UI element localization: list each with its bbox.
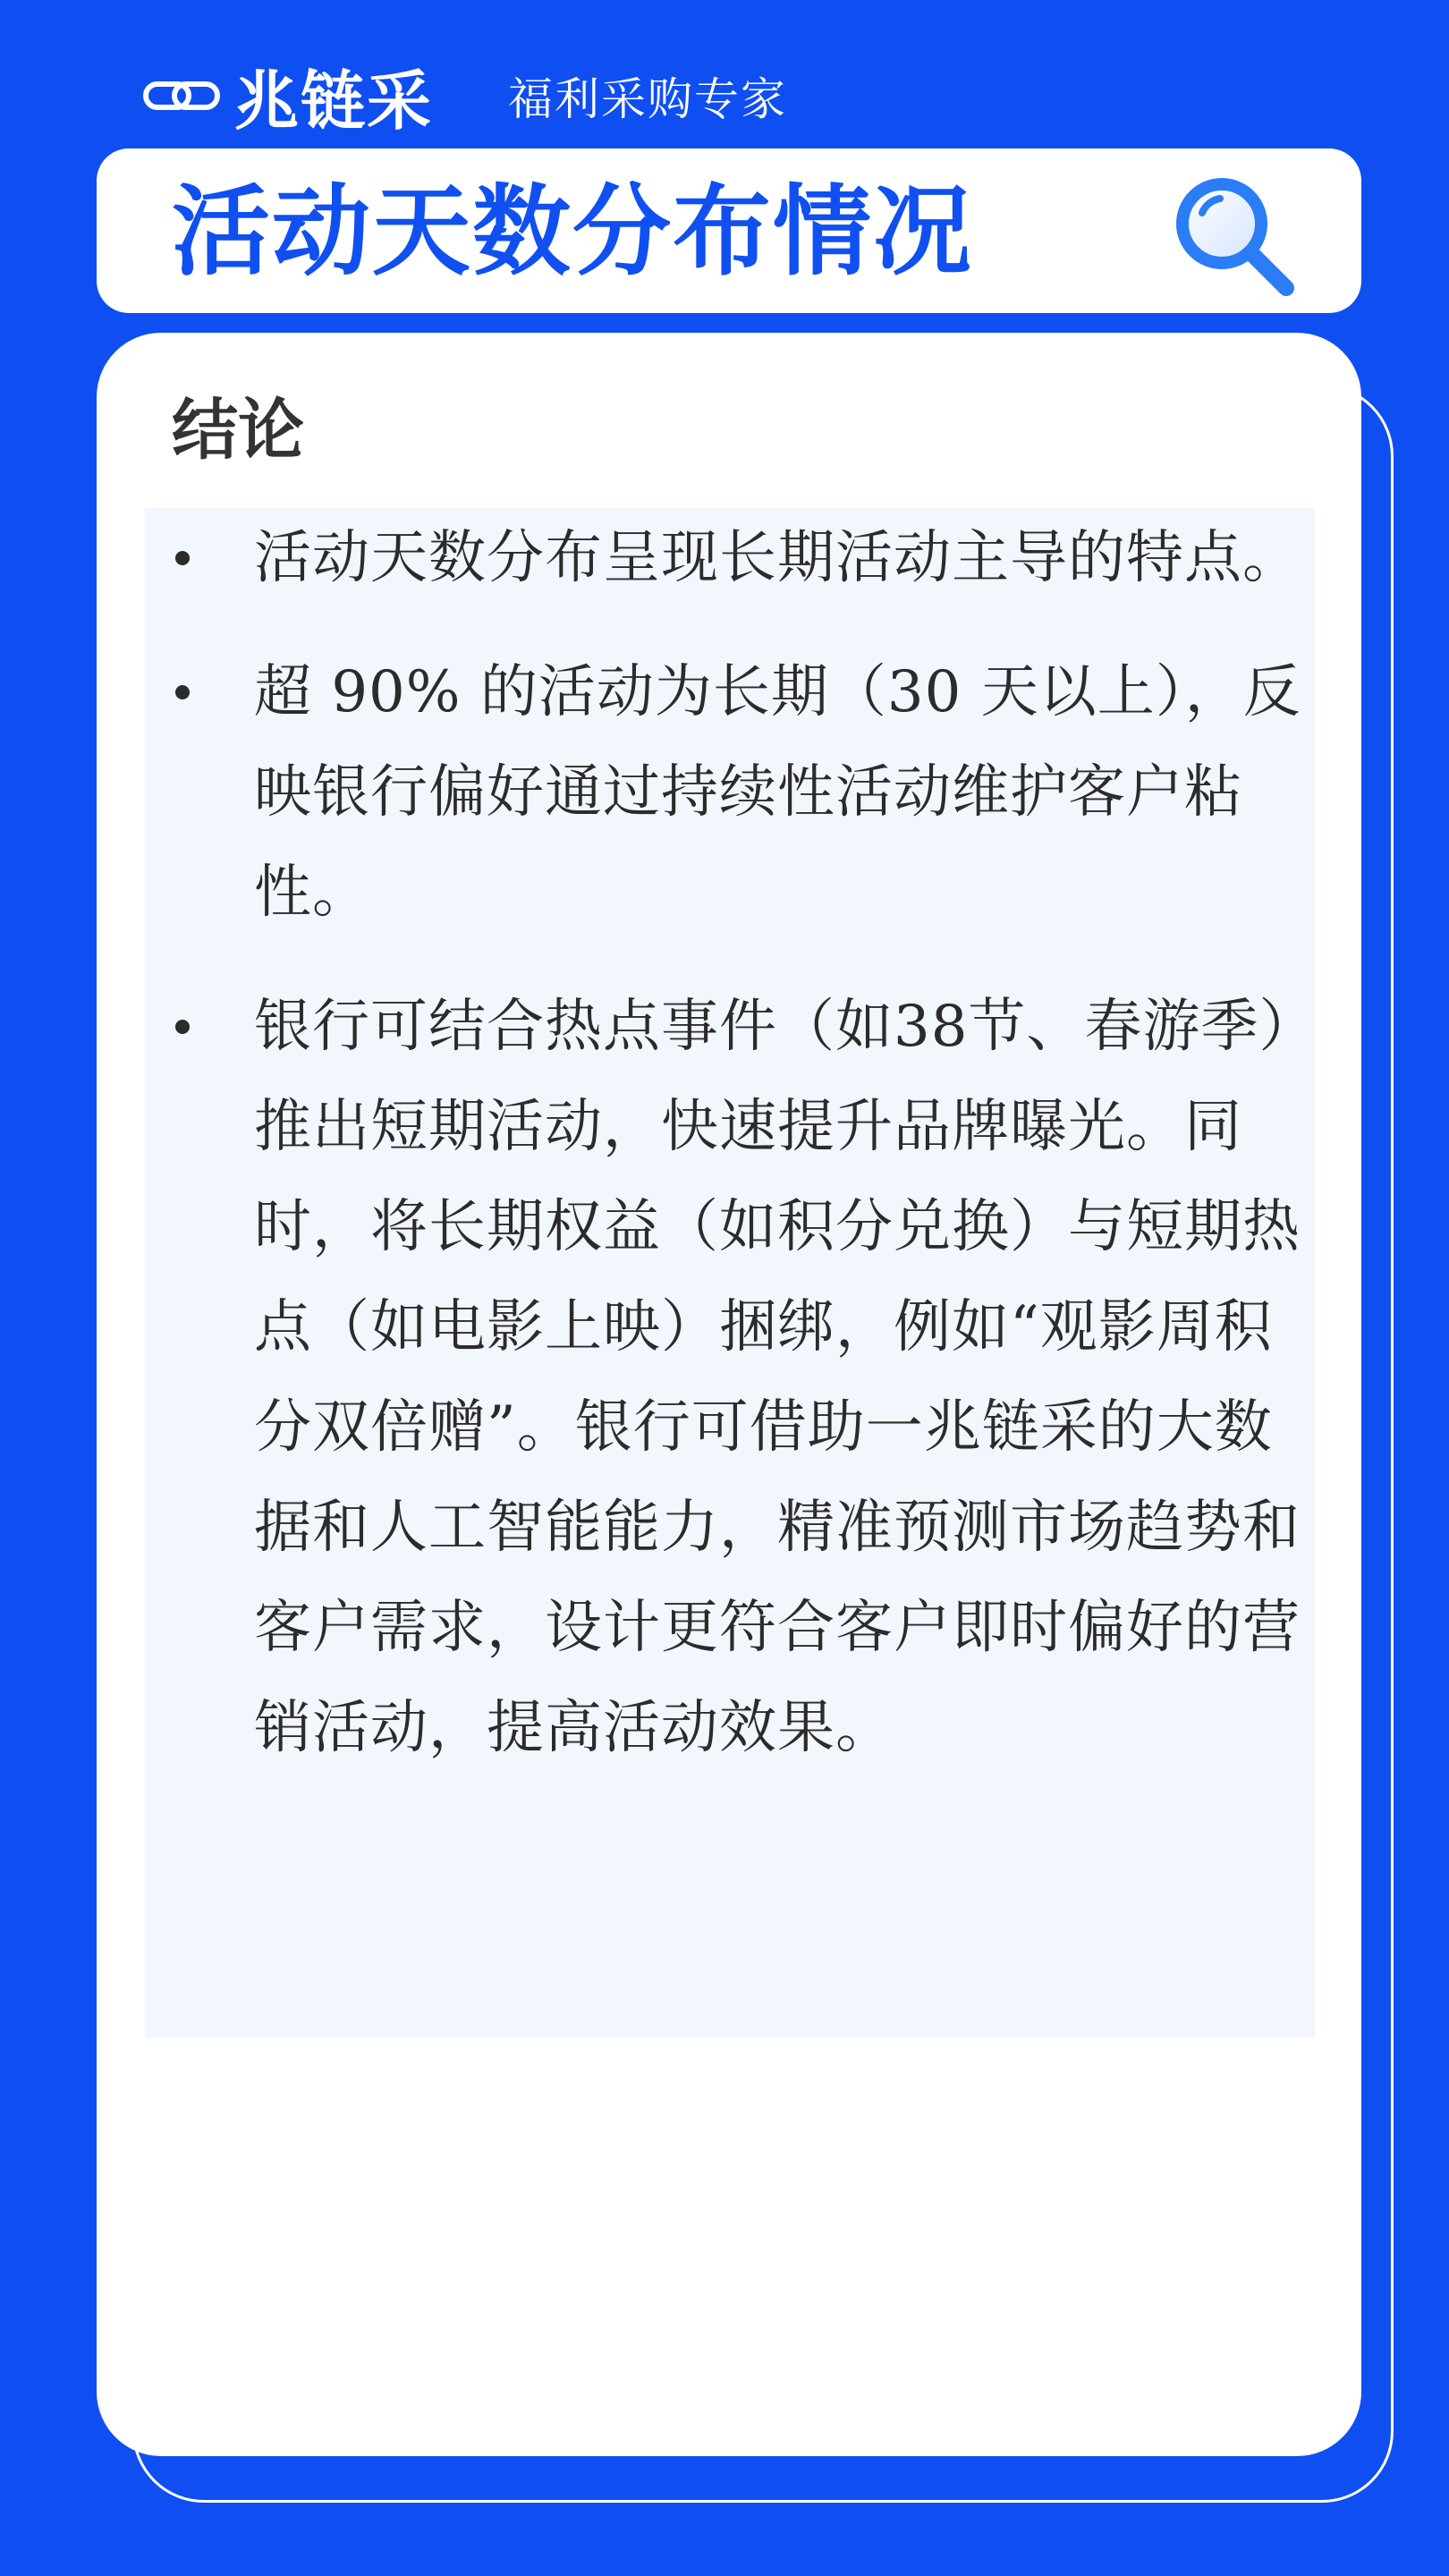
bullet-dot-icon — [175, 1020, 190, 1034]
brand-name: 兆链采 — [234, 64, 434, 139]
search-icon — [1166, 168, 1301, 302]
bullet-dot-icon — [175, 685, 190, 699]
section-title: 结论 — [172, 392, 304, 469]
list-item — [145, 508, 1315, 608]
bullet-dot-icon — [175, 551, 190, 565]
brand-header — [143, 55, 788, 139]
content-card — [97, 333, 1361, 2456]
conclusion-panel — [145, 508, 1315, 2038]
brand-tagline: 福利采购专家 — [508, 73, 788, 125]
bullet-text: 活动天数分布呈现长期活动主导的特点。 — [254, 525, 1301, 591]
chain-link-logo-icon — [143, 78, 220, 114]
list-item — [145, 977, 1315, 1778]
list-item — [145, 642, 1315, 943]
conclusion-list — [145, 508, 1315, 1778]
page-title: 活动天数分布情况 — [172, 174, 973, 289]
bullet-text: 银行可结合热点事件（如38节、春游季）推出短期活动，快速提升品牌曝光。同时，将长期权益（如积分兑换）与短期热点（如电影上映）捆绑，例如“观影周积分双倍赠”。银行可借助一兆链采的大数据和人工智能能力，精准预测市场趋势和客户需求，设计更符合客户即时偏好的营销活动，提高活动效果。 — [254, 994, 1301, 1761]
bullet-text: 超 90% 的活动为长期（30 天以上），反映银行偏好通过持续性活动维护客户粘性。 — [254, 659, 1301, 926]
title-card — [97, 148, 1361, 313]
